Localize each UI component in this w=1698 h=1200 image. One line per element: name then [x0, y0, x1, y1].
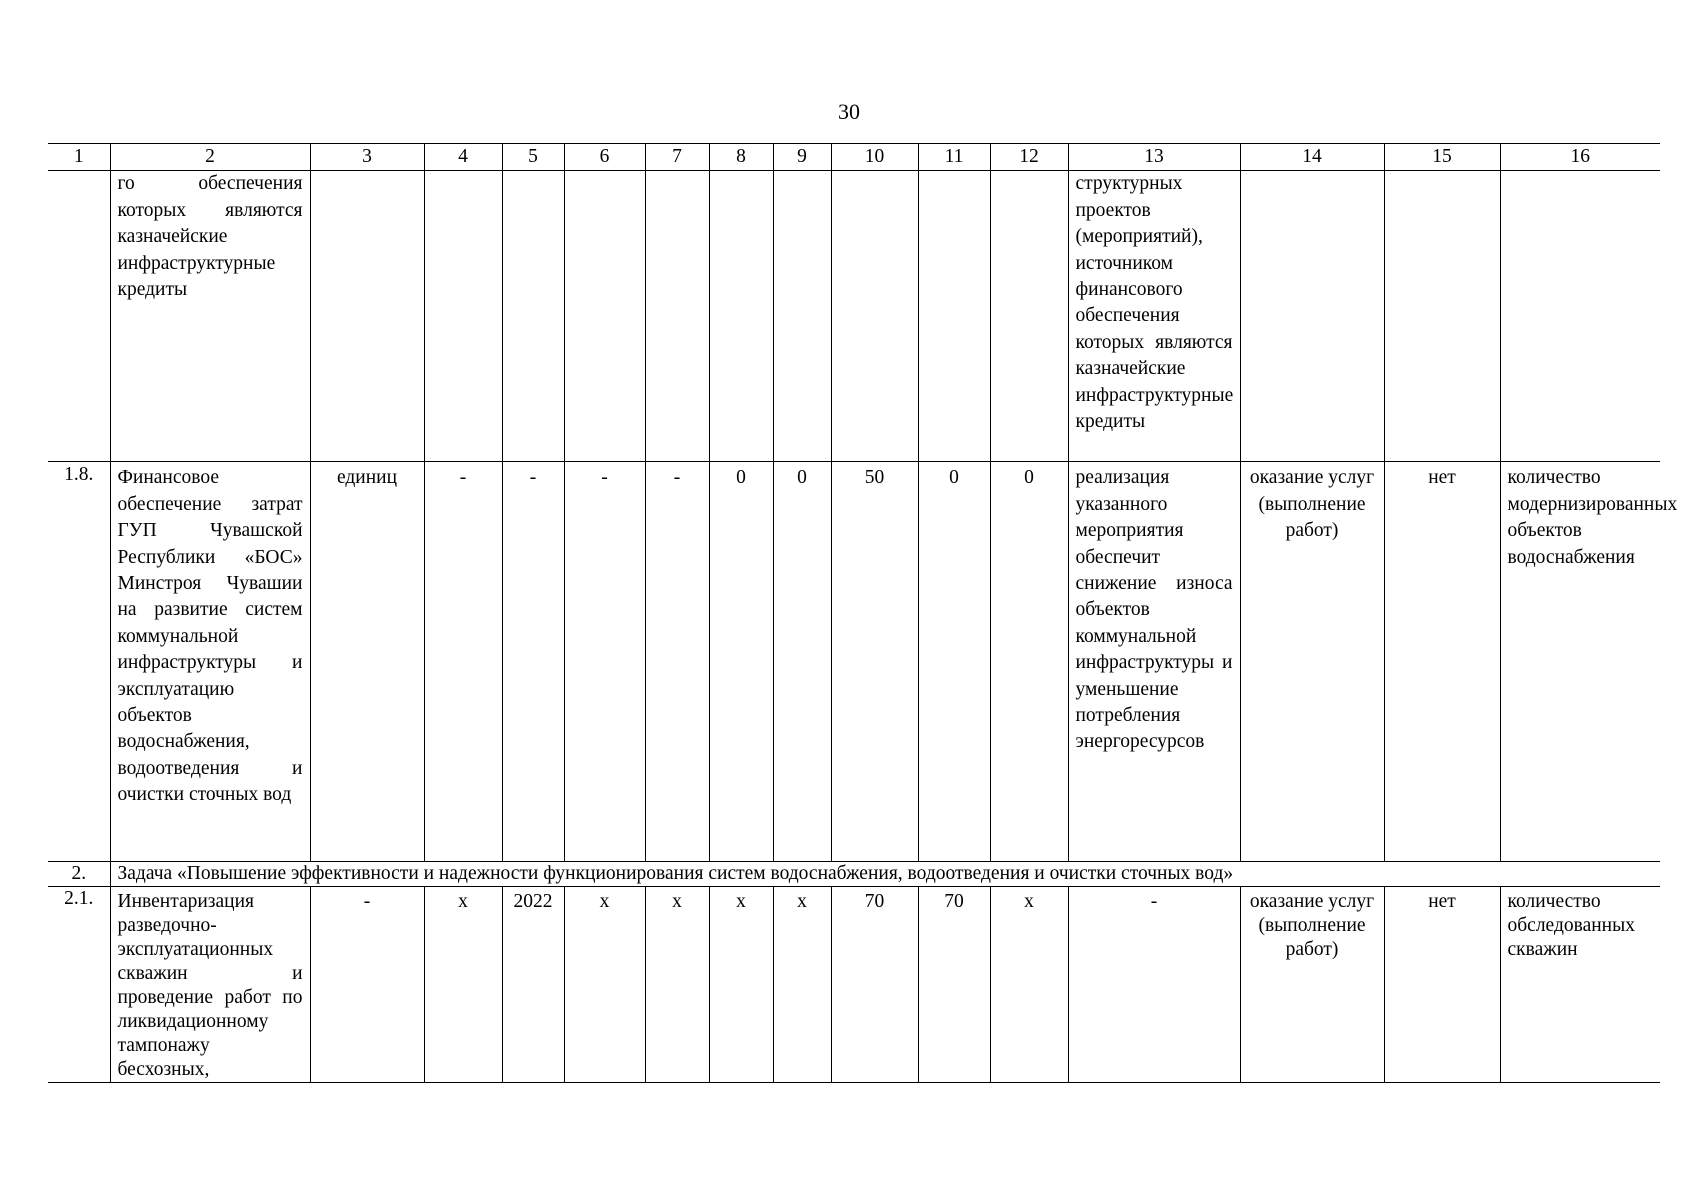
cell-name: Финансовое обеспечение затрат ГУП Чувашской Республики «БОС» Минстроя Чувашии на развитие систем коммунальной инфраструктуры и эксплуатацию объектов водоснабжения, водоотведения и очистки сточных вод [110, 462, 310, 862]
cell-number [48, 171, 110, 462]
header-cell: 7 [645, 144, 709, 171]
cell-type: оказание услуг (выполнение работ) [1240, 887, 1384, 1083]
cell-value: - [502, 462, 564, 862]
cell [564, 171, 645, 462]
header-cell: 16 [1500, 144, 1660, 171]
cell [773, 171, 831, 462]
header-cell: 11 [918, 144, 990, 171]
header-cell: 10 [831, 144, 918, 171]
cell-effect: реализация указанного мероприятия обеспечит снижение износа объектов коммунальной инфраструктуры и уменьшение потребления энергоресурсов [1068, 462, 1240, 862]
cell-value: 0 [918, 462, 990, 862]
cell-value: нет [1384, 462, 1500, 862]
header-cell: 13 [1068, 144, 1240, 171]
header-cell: 9 [773, 144, 831, 171]
cell [424, 171, 502, 462]
cell-value: 0 [990, 462, 1068, 862]
cell-unit: - [310, 887, 424, 1083]
header-cell: 4 [424, 144, 502, 171]
cell [1500, 171, 1660, 462]
cell-value: - [645, 462, 709, 862]
cell-value: x [773, 887, 831, 1083]
cell [645, 171, 709, 462]
header-cell: 8 [709, 144, 773, 171]
cell-value: x [564, 887, 645, 1083]
header-cell: 2 [110, 144, 310, 171]
cell-number: 1.8. [48, 462, 110, 862]
measures-table [48, 143, 1678, 1083]
cell [310, 171, 424, 462]
table-row [48, 171, 1660, 462]
task-row [48, 862, 1660, 887]
cell [831, 171, 918, 462]
cell-value: - [424, 462, 502, 862]
cell-value: x [424, 887, 502, 1083]
header-cell: 1 [48, 144, 110, 171]
cell-value: 2022 [502, 887, 564, 1083]
cell-effect: структурных проектов (мероприятий), источником финансового обеспечения которых являются казначейские инфраструктурные кредиты [1068, 171, 1240, 462]
header-cell: 5 [502, 144, 564, 171]
cell [709, 171, 773, 462]
cell-value: 50 [831, 462, 918, 862]
cell-value: 70 [918, 887, 990, 1083]
header-cell: 15 [1384, 144, 1500, 171]
header-row [48, 144, 1660, 171]
cell-indicator: количество модернизированных объектов водоснабжения [1500, 462, 1660, 862]
header-cell: 14 [1240, 144, 1384, 171]
header-cell: 6 [564, 144, 645, 171]
table-row [48, 462, 1660, 862]
cell-name: Инвентаризация разведочно-эксплуатационных скважин и проведение работ по ликвидационному тампонажу бесхозных, [110, 887, 310, 1083]
cell [1384, 171, 1500, 462]
cell-unit: единиц [310, 462, 424, 862]
cell-value: 0 [709, 462, 773, 862]
cell-value: 70 [831, 887, 918, 1083]
task-title: Задача «Повышение эффективности и надежности функционирования систем водоснабжения, водоотведения и очистки сточных вод» [110, 862, 1660, 887]
cell-value: нет [1384, 887, 1500, 1083]
header-cell: 3 [310, 144, 424, 171]
page-number: 30 [838, 99, 860, 124]
cell-name: го обеспечения которых являются казначейские инфраструктурные кредиты [110, 171, 310, 462]
cell-type: оказание услуг (выполнение работ) [1240, 462, 1384, 862]
cell [1240, 171, 1384, 462]
cell-value: 0 [773, 462, 831, 862]
cell-value: x [709, 887, 773, 1083]
cell-effect: - [1068, 887, 1240, 1083]
cell-value: x [990, 887, 1068, 1083]
cell-value: x [645, 887, 709, 1083]
cell [990, 171, 1068, 462]
cell-number: 2. [48, 862, 110, 887]
cell-number: 2.1. [48, 887, 110, 1083]
cell [502, 171, 564, 462]
cell-indicator: количество обследованных скважин [1500, 887, 1660, 1083]
cell [918, 171, 990, 462]
cell-value: - [564, 462, 645, 862]
header-cell: 12 [990, 144, 1068, 171]
table-row [48, 887, 1660, 1083]
